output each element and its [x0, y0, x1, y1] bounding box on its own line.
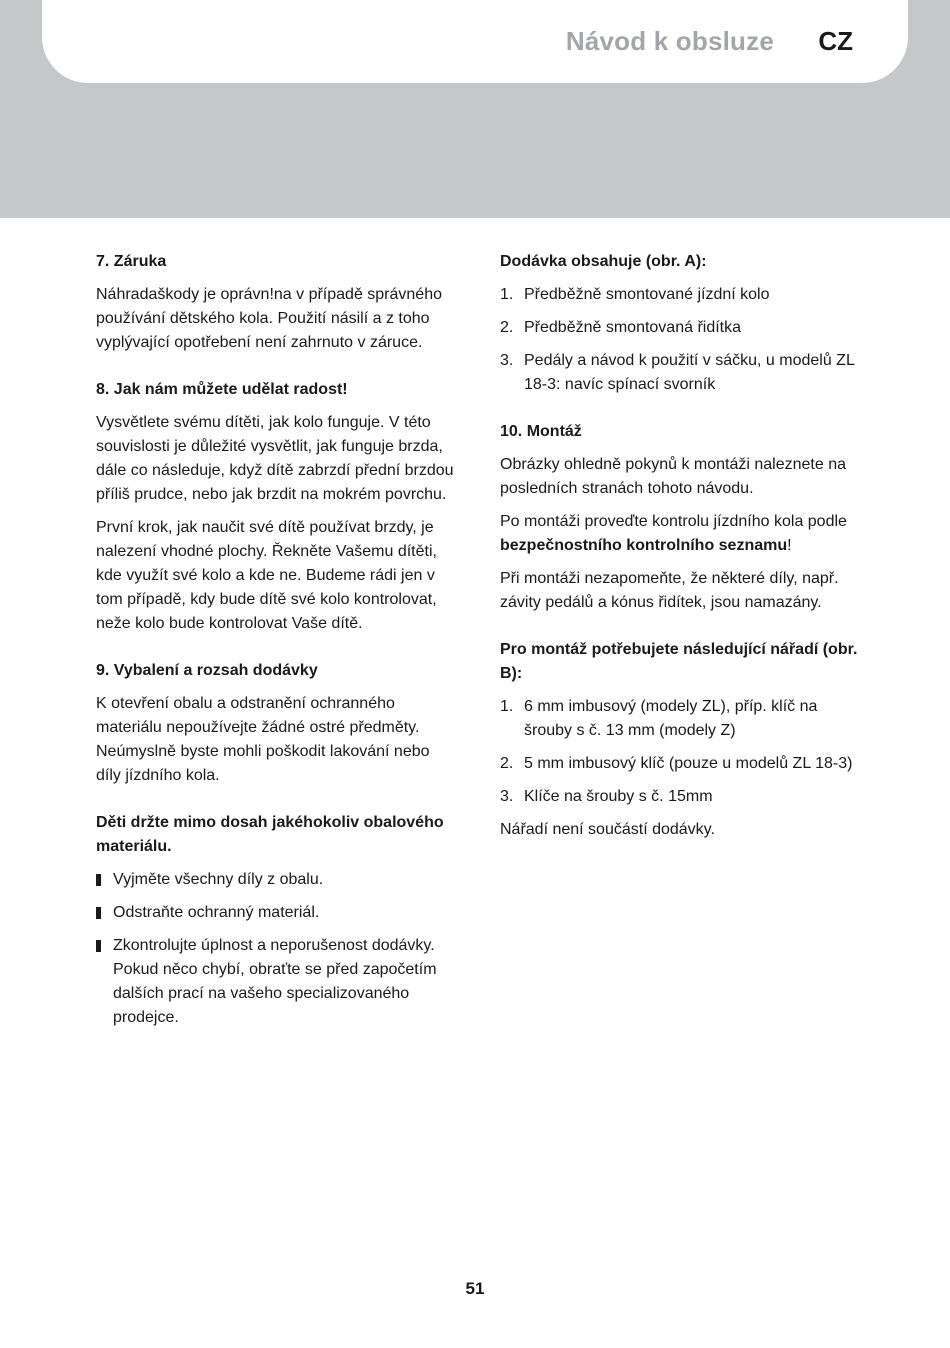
section-9-title: 9. Vybalení a rozsah dodávky [96, 662, 318, 679]
list-item: Vyjměte všechny díly z obalu. [96, 868, 456, 892]
section-7-text: Náhradaškody je oprávn!na v případě správného používání dětského kola. Použití násilí a z toho vyplývající opotřebení není zahrnuto v záruce. [96, 286, 442, 351]
section-7-title: 7. Záruka [96, 253, 167, 270]
tools-list [500, 695, 860, 809]
list-item: 2. Předběžně smontovaná řidítka [500, 319, 742, 336]
section-8-text-1: Vysvětlete svému dítěti, jak kolo funguje. V této souvislosti je důležité vysvětlit, jak funguje brzda, dále co následuje, když dítě zabrzdí přední brzdou příliš prudce, nebo jak brzdit na mokrém povrchu. [96, 414, 454, 503]
right-column [500, 250, 860, 842]
tools-title: Pro montáž potřebujete následující nářadí (obr. B): [500, 641, 858, 682]
bullet-icon [96, 874, 101, 886]
section-10-text-2: Po montáži proveďte kontrolu jízdního kola podle bezpečnostního kontrolního seznamu! [500, 513, 847, 554]
section-10-text-1: Obrázky ohledně pokynů k montáži naleznete na posledních stranách tohoto návodu. [500, 456, 846, 497]
list-item: 2. 5 mm imbusový klíč (pouze u modelů ZL 18-3) [500, 755, 853, 772]
list-item: 3. Pedály a návod k použití v sáčku, u modelů ZL 18-3: navíc spínací svorník [500, 352, 855, 393]
page-number: 51 [465, 1279, 485, 1298]
list-item: Zkontrolujte úplnost a neporušenost dodávky. Pokud něco chybí, obraťte se před započetím dalších prací na vašeho specializovaného prodejce. [96, 934, 456, 1030]
tools-note: Nářadí není součástí dodávky. [500, 821, 715, 838]
section-10-title: 10. Montáž [500, 423, 582, 440]
section-10-text-3: Při montáži nezapomeňte, že některé díly, např. závity pedálů a kónus řidítek, jsou namazány. [500, 570, 839, 611]
list-item: 1. 6 mm imbusový (modely ZL), příp. klíč na šrouby s č. 13 mm (modely Z) [500, 698, 818, 739]
language-code: CZ [818, 26, 853, 56]
section-9-text: K otevření obalu a odstranění ochranného materiálu nepoužívejte žádné ostré předměty. Neúmyslně byste mohli poškodit lakování nebo díly jízdního kola. [96, 695, 430, 784]
bullet-icon [96, 907, 101, 919]
list-item: 1. Předběžně smontované jízdní kolo [500, 286, 770, 303]
section-8-text-2: První krok, jak naučit své dítě používat brzdy, je nalezení vhodné plochy. Řekněte Vašemu dítěti, kde využít své kolo a kde ne. Budeme rádi jen v tom případě, kdy bude dítě své kolo kontrolovat, nežе kolo bude kontrolovat Vaše dítě. [96, 519, 437, 632]
list-item: 3. Klíče na šrouby s č. 15mm [500, 788, 713, 805]
header-title: Návod k obsluze [565, 26, 774, 56]
list-item: Odstraňte ochranný materiál. [96, 901, 456, 925]
bullet-list [96, 868, 456, 1030]
warning-title: Děti držte mimo dosah jakéhokoliv obalového materiálu. [96, 814, 444, 855]
delivery-list [500, 283, 860, 397]
header-tab [42, 0, 908, 83]
section-8-title: 8. Jak nám můžete udělat radost! [96, 381, 348, 398]
delivery-title: Dodávka obsahuje (obr. A): [500, 253, 707, 270]
left-column [96, 250, 456, 1030]
bullet-icon [96, 940, 101, 952]
